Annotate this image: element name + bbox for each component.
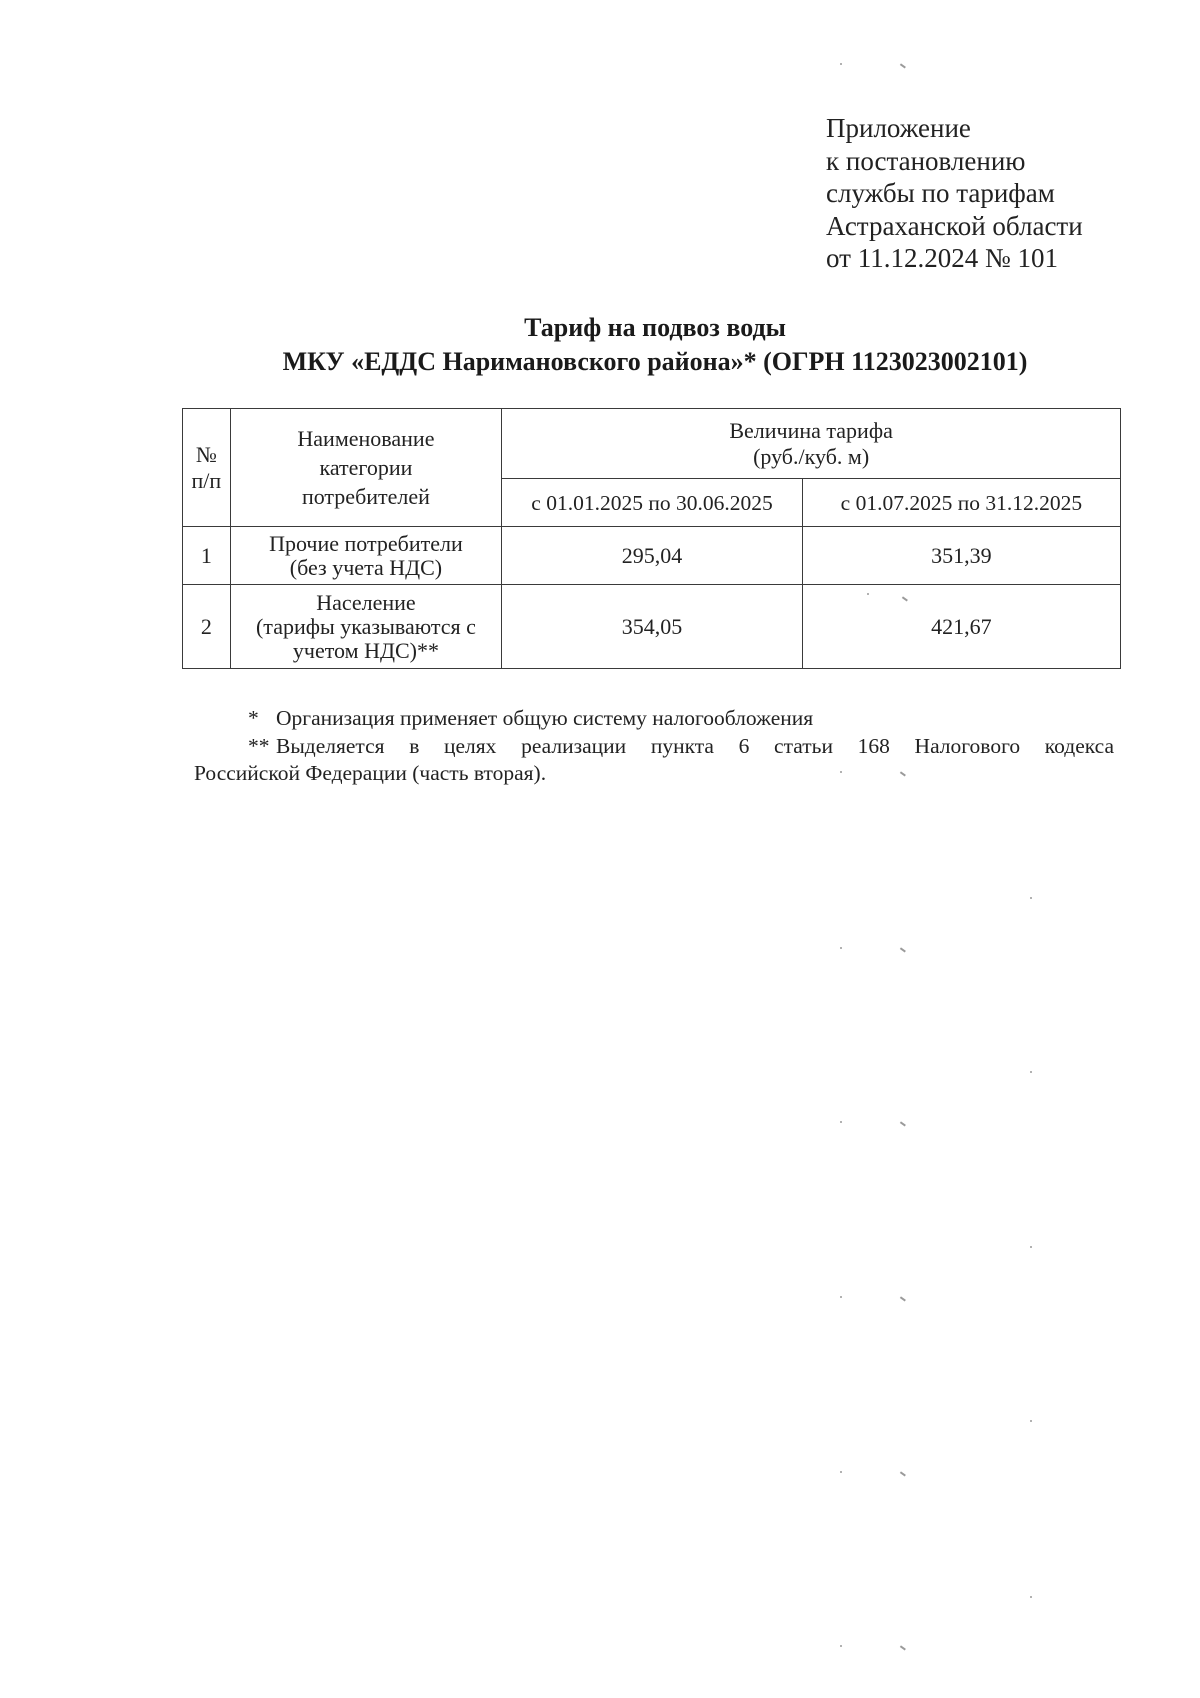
row-category-line: Прочие потребители bbox=[269, 530, 463, 556]
header-num-label: п/п bbox=[191, 467, 222, 493]
table-row bbox=[183, 585, 1121, 669]
document-subtitle: МКУ «ЕДДС Наримановского района»* (ОГРН 1123023002101) bbox=[282, 347, 1028, 376]
row-tariff-period-1: 354,05 bbox=[502, 585, 803, 669]
footnote-2-mark: ** bbox=[248, 733, 270, 758]
document-title: Тариф на подвоз воды bbox=[524, 313, 786, 342]
appendix-line: Астраханской области bbox=[826, 210, 1083, 241]
scan-speck bbox=[840, 1645, 842, 1647]
header-num-cell bbox=[183, 409, 231, 527]
scan-speck bbox=[900, 947, 906, 952]
row-category-line: Население bbox=[316, 589, 416, 615]
scan-speck bbox=[840, 771, 842, 773]
scan-speck bbox=[900, 1645, 906, 1650]
scan-speck bbox=[900, 1296, 906, 1301]
scan-speck bbox=[840, 1296, 842, 1298]
header-name-cell bbox=[230, 409, 502, 527]
row-tariff-period-2: 421,67 bbox=[802, 585, 1120, 669]
header-period-1: с 01.01.2025 по 30.06.2025 bbox=[502, 479, 803, 527]
footnote-1 bbox=[194, 705, 1114, 733]
header-value-cell bbox=[502, 409, 1121, 479]
row-num: 2 bbox=[183, 585, 231, 669]
header-value-unit: (руб./куб. м) bbox=[753, 443, 870, 469]
footnote-2-continuation: Российской Федерации (часть вторая). bbox=[194, 761, 547, 785]
footnote-1-text: Организация применяет общую систему налогообложения bbox=[276, 706, 814, 730]
row-category-line: (без учета НДС) bbox=[289, 554, 443, 580]
header-num-label: № bbox=[195, 441, 217, 467]
header-name-label: Наименование bbox=[297, 426, 435, 451]
scan-speck bbox=[840, 1121, 842, 1123]
scan-speck bbox=[1030, 1246, 1032, 1248]
scan-speck bbox=[1030, 897, 1032, 899]
scan-speck bbox=[1030, 1071, 1032, 1073]
row-category-line: учетом НДС)** bbox=[292, 637, 439, 663]
table-row bbox=[183, 527, 1121, 585]
appendix-line: от 11.12.2024 № 101 bbox=[826, 243, 1058, 273]
row-category-line: (тарифы указываются с bbox=[255, 613, 476, 639]
scan-speck bbox=[900, 1121, 906, 1126]
header-name-label: потребителей bbox=[301, 484, 430, 509]
scan-speck bbox=[900, 63, 906, 68]
scan-speck bbox=[840, 1471, 842, 1473]
tariff-table bbox=[182, 408, 1121, 669]
table-header-row bbox=[183, 409, 1121, 479]
row-tariff-period-1: 295,04 bbox=[502, 527, 803, 585]
appendix-line: к постановлению bbox=[826, 145, 1026, 176]
header-value-label: Величина тарифа bbox=[729, 417, 893, 443]
row-category bbox=[230, 585, 502, 669]
scan-speck bbox=[1030, 1596, 1032, 1598]
footnote-1-mark: * bbox=[248, 706, 259, 730]
scan-speck bbox=[1030, 1420, 1032, 1422]
row-num: 1 bbox=[183, 527, 231, 585]
footnotes bbox=[194, 705, 1114, 788]
appendix-block bbox=[826, 112, 1146, 275]
scan-speck bbox=[867, 593, 869, 595]
footnote-2 bbox=[194, 733, 1114, 761]
footnote-2-text: Выделяется в целях реализации пункта 6 статьи 168 Налогового кодекса bbox=[276, 733, 1114, 758]
appendix-line: Приложение bbox=[826, 113, 971, 143]
header-name-label: категории bbox=[319, 455, 413, 480]
scan-speck bbox=[840, 63, 842, 65]
row-tariff-period-2: 351,39 bbox=[802, 527, 1120, 585]
appendix-line: службы по тарифам bbox=[826, 178, 1055, 208]
row-category bbox=[230, 527, 502, 585]
scan-speck bbox=[840, 947, 842, 949]
header-period-2: с 01.07.2025 по 31.12.2025 bbox=[802, 479, 1120, 527]
scan-speck bbox=[900, 1471, 906, 1476]
